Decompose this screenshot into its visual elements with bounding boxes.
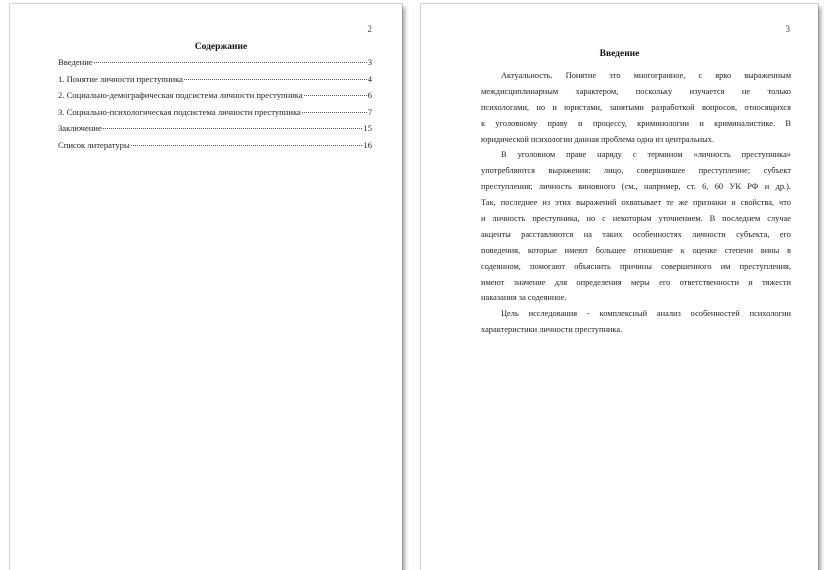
document-page-left: [10, 4, 402, 570]
text-line: юридической психологии данная проблема одна из центральных.: [481, 134, 715, 144]
text-line: акценты расставляются на таких особенностях личности субъекта, его: [481, 229, 791, 239]
text-line: и личность преступника, но с некоторым уточнением. В последнем случае: [481, 214, 791, 224]
text-line: В уголовном праве наряду с термином «личность преступника»: [501, 150, 791, 160]
text-line: поведения, которые имеют большее отношение к оценке степени вины в: [481, 245, 791, 255]
text-line: содеянном, помогают объяснить причины совершенного им преступления,: [481, 261, 791, 271]
text-line: междисциплинарным характером, поскольку изучается не только: [481, 86, 791, 96]
toc-entry-conclusion[interactable]: [58, 123, 372, 140]
toc-entry-title: Список литературы: [58, 139, 130, 150]
toc-leader-dots: [131, 144, 363, 146]
text-line: характеристики личности преступника.: [481, 325, 623, 335]
introduction-body: [481, 68, 791, 338]
text-line: употребляются выражения: лицо, совершившее преступление; субъект: [481, 166, 791, 176]
toc-entry-title: Заключение: [58, 123, 102, 133]
toc-entry-page: 16: [363, 139, 372, 150]
toc-entry-chapter-2[interactable]: [58, 90, 372, 107]
toc-entry-title: 1. Понятие личности преступника: [58, 73, 183, 84]
toc-heading: Содержание: [194, 42, 248, 52]
text-line: Актуальность. Понятие это многогранное, с ярко выраженным: [501, 71, 791, 80]
toc-entry-bibliography[interactable]: [58, 140, 372, 157]
document-page-right: [421, 4, 818, 570]
text-line: наказания за содеянное.: [481, 293, 567, 303]
toc-entry-chapter-1[interactable]: [58, 74, 372, 91]
toc-entry-page: 6: [367, 90, 372, 100]
toc-entry-title: 3. Социально-психологическая подсистема личности преступника: [58, 106, 301, 117]
toc-entry-page: 15: [363, 123, 372, 133]
table-of-contents: [58, 57, 372, 156]
toc-entry-page: 4: [367, 73, 372, 84]
text-line: Цель исследования - комплексный анализ особенностей психологии: [501, 309, 791, 319]
page-number: 3: [785, 24, 790, 34]
toc-leader-dots: [304, 94, 367, 96]
toc-leader-dots: [302, 111, 367, 113]
toc-entry-title: 2. Социально-демографическая подсистема личности преступника: [58, 90, 303, 100]
toc-entry-chapter-3[interactable]: [58, 107, 372, 124]
toc-entry-page: 7: [367, 106, 372, 117]
text-line: имеют значение для определения меры его ответственности и тяжести: [481, 277, 791, 287]
text-line: Так, последнее из этих выражений охватывает те же признаки и свойства, что: [481, 198, 791, 208]
toc-entry-title: Введение: [58, 57, 93, 67]
page-number: 2: [367, 24, 372, 34]
text-line: психологами, но и юристами, занятыми разработкой вопросов, относящихся: [481, 102, 791, 112]
toc-leader-dots: [184, 78, 367, 80]
toc-leader-dots: [103, 127, 363, 129]
section-heading: Введение: [599, 49, 640, 59]
toc-entry-page: 3: [367, 57, 372, 67]
toc-entry-introduction[interactable]: [58, 57, 372, 74]
toc-leader-dots: [94, 61, 367, 63]
text-line: преступления; личность виновного (см., например, ст. 6, 60 УК РФ и др.).: [481, 182, 791, 192]
text-line: к уголовному праву и процессу, криминологии и криминалистике. В: [481, 118, 791, 128]
